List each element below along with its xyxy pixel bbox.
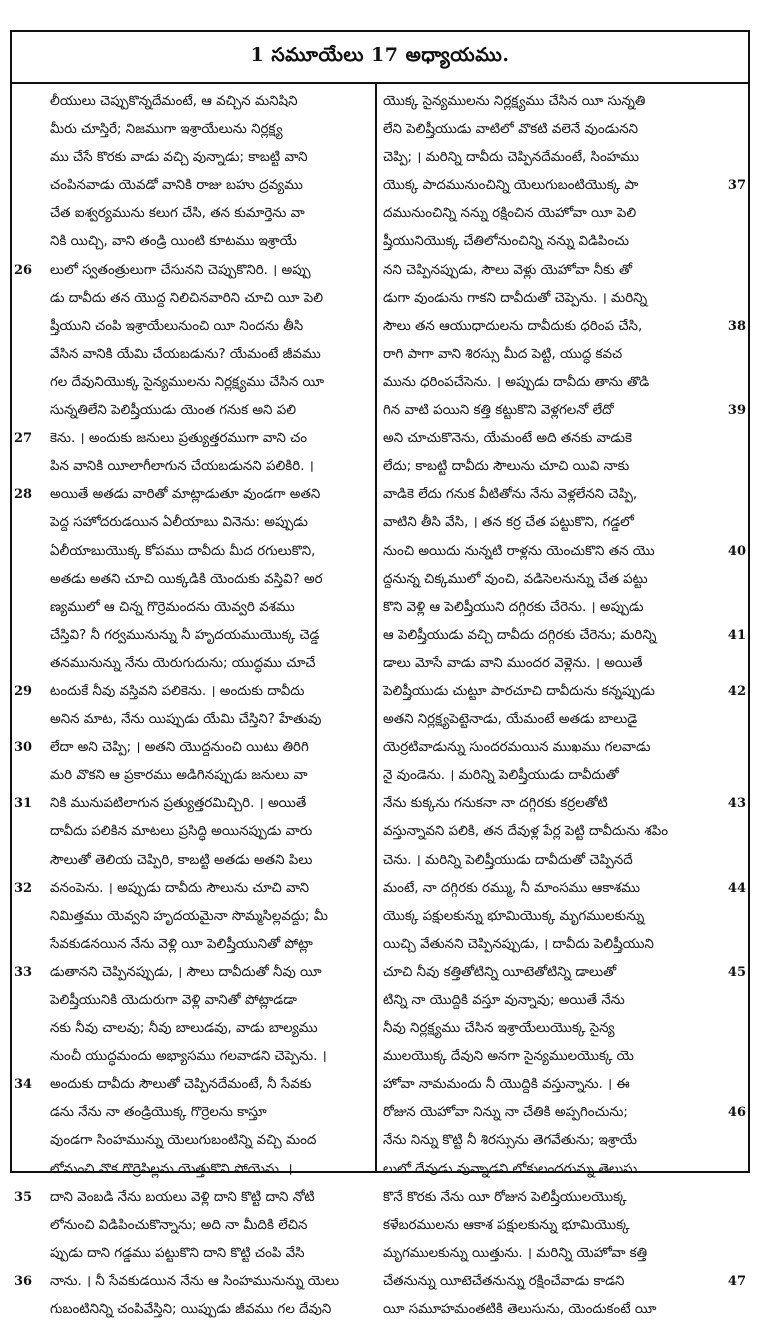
text-line xyxy=(377,453,748,481)
text-line xyxy=(12,818,375,846)
text-line xyxy=(12,1099,375,1127)
line-text: వాటిని తీసి వేసి, । తన కర్ర చేత పట్టుకొని, గడ్డలో xyxy=(383,515,634,531)
text-columns xyxy=(12,84,748,1318)
text-line xyxy=(12,116,375,144)
line-text: మంటే, నా దగ్గిరకు రమ్ము, నీ మాంసము ఆకాశము xyxy=(383,880,641,896)
line-text: అనిన మాట, నేను యిప్పుడు యేమి చేస్తిని? హేతువు xyxy=(50,712,322,728)
line-text: పెద్ద సహోదరుడయిన ఏలీయాబు వినెను: అప్పుడు xyxy=(50,515,308,531)
line-text: ఆ పెలిష్తీయుడు వచ్చి దావీదు దగ్గిరకు చేరెను; మరిన్ని xyxy=(383,627,657,643)
line-text: కళేబరములను ఆకాశ పక్షులకున్ను భూమియొక్క xyxy=(383,1217,630,1233)
page-title: 1 సమూయేలు 17 అధ్యాయము. xyxy=(250,43,510,66)
line-text: లేదా అని చెప్పి; । అతని యొద్దనుంచి యిటు తిరిగి xyxy=(50,740,309,756)
line-text: టిన్ని నా యొద్దికి వస్తూ వున్నావు; అయితే నేను xyxy=(383,993,625,1008)
verse-number: 26 xyxy=(14,262,33,278)
line-text: యొక్క పాదమునుంచిన్ని యెలుగుబంటియొక్క పా xyxy=(383,178,639,194)
text-line xyxy=(12,481,375,509)
line-text: అందుకు దావీదు సౌలుతో చెప్పినదేమంటే, నీ సేవకు xyxy=(50,1077,312,1093)
line-text: వాడికె లేదు గనుక వీటితోను నేను వెళ్లలేనని చెప్పి, xyxy=(383,487,638,503)
verse-number: 33 xyxy=(14,964,33,980)
text-line xyxy=(12,734,375,762)
text-line xyxy=(12,1268,375,1296)
text-line xyxy=(377,200,748,228)
text-line xyxy=(377,594,748,622)
text-line xyxy=(377,762,748,790)
line-text: లులో దేవుడు వున్నాడని లోకులందరున్ను తెలుసు xyxy=(383,1161,638,1177)
text-line xyxy=(377,425,748,453)
text-line xyxy=(12,285,375,313)
line-text: నికి మునుపటిలాగున ప్రత్యుత్తరమిచ్చిరి. । అయితే xyxy=(50,796,307,812)
text-line xyxy=(377,88,748,116)
text-line xyxy=(12,257,375,285)
line-text: డను నేను నా తండ్రియొక్క గొర్రెలను కాస్తూ xyxy=(50,1105,267,1121)
line-text: గుబంటినిన్ని చంపివేస్తిని; యిప్పుడు జీవము గల దేవుని xyxy=(50,1302,332,1318)
line-text: కొనే కొరకు నేను యీ రోజున పెలిష్తీయులయొక్క xyxy=(383,1189,627,1205)
text-line xyxy=(377,285,748,313)
text-line xyxy=(377,987,748,1015)
text-line xyxy=(12,762,375,790)
verse-number: 43 xyxy=(727,796,746,812)
line-text: చంపినవాడు యెవడో వానికి రాజు బహు ద్రవ్యము xyxy=(50,178,303,194)
line-text: చేత ఐశ్వర్యమును కలుగ చేసి, తన కుమార్తెను వా xyxy=(50,206,305,222)
text-line xyxy=(377,341,748,369)
text-line xyxy=(12,1043,375,1071)
line-text: సున్నతిలేని పెలిష్తీయుడు యెంత గనుక అని పలి xyxy=(50,403,297,419)
text-line xyxy=(377,257,748,285)
text-line xyxy=(377,1184,748,1212)
text-line xyxy=(377,509,748,537)
line-text: మరి వొకని ఆ ప్రకారము అడిగినప్పుడు జనులు వా xyxy=(50,768,308,784)
line-text: నుంచీ యుద్ధమందు అభ్యాసము గలవాడని చెప్పెను. । xyxy=(50,1049,327,1065)
text-line xyxy=(12,538,375,566)
line-text: నిమిత్తము యెవ్వని హృదయమైనా సొమ్మసిల్లవద్దు; మీ xyxy=(50,908,328,924)
line-text: పెలిష్తీయునికి యెదురుగా వెళ్లి వానితో పోట్లాడడా xyxy=(50,993,297,1008)
text-line xyxy=(377,1240,748,1268)
line-text: పెలిష్తీయుడు చుట్టూ పారచూచి దావీదును కన్నప్పుడు xyxy=(383,683,655,699)
text-line xyxy=(12,1156,375,1184)
text-line xyxy=(377,622,748,650)
line-text: దాని వెంబడి నేను బయలు వెళ్లి దాని కొట్టి దాని నోటి xyxy=(50,1189,315,1205)
page-frame xyxy=(10,30,750,1318)
line-text: నని చెప్పినప్పుడు, సౌలు వెళ్లు యెహోవా నీకు తో xyxy=(383,262,633,278)
verse-number: 37 xyxy=(727,178,746,194)
line-text: నేను కుక్కను గనుకనా నా దగ్గిరకు కర్రలతోటి xyxy=(383,796,608,812)
line-text: వస్తున్నావని పలికి, తన దేవుళ్ల పేర్ల పెట్టి దావీదును శపిం xyxy=(383,824,669,840)
line-text: మీరు చూస్తిరే; నిజముగా ఇశ్రాయేలును నిర్లక్ష్య xyxy=(50,122,283,138)
verse-number: 32 xyxy=(14,880,33,896)
text-line xyxy=(377,1268,748,1296)
right-column xyxy=(377,84,748,1318)
text-line xyxy=(377,1156,748,1184)
text-line xyxy=(377,116,748,144)
line-text: ద్దనున్న చిక్కములో వుంచి, వడిసెలనున్ను చేత పట్టు xyxy=(383,571,648,587)
line-text: వుండగా సింహమున్ను యెలుగుబంటిన్ని వచ్చి మంద xyxy=(50,1133,317,1149)
line-text: నాను. । నీ సేవకుడయిన నేను ఆ సింహమునున్ను యెలు xyxy=(50,1273,340,1289)
text-line xyxy=(377,1099,748,1127)
left-column xyxy=(12,84,377,1318)
text-line xyxy=(12,88,375,116)
text-line xyxy=(377,538,748,566)
line-text: చూచి నీవు కత్తితోటిన్ని యీటెతోటిన్ని డాలుతో xyxy=(383,964,617,980)
text-line xyxy=(377,144,748,172)
line-text: రోజున యెహోవా నిన్ను నా చేతికి అప్పగించును; xyxy=(383,1105,628,1121)
verse-number: 40 xyxy=(727,543,746,559)
line-text: యిచ్చి వేతునని చెప్పినప్పుడు, । దావీదు పెలిష్తీయుని xyxy=(383,936,654,952)
line-text: లేని పెలిష్తీయుడు వాటిలో వొకటి వలెనే వుండునని xyxy=(383,122,639,138)
line-text: ము చేసే కొరకు వాడు వచ్చి వున్నాడు; కాబట్టి వాని xyxy=(50,150,308,166)
text-line xyxy=(12,706,375,734)
text-line xyxy=(377,931,748,959)
line-text: సేవకుడనయిన నేను వెళ్లి యీ పెలిష్తీయునితో పోట్లా xyxy=(50,936,313,952)
text-line xyxy=(12,172,375,200)
line-text: వేసిన వానికి యేమి చేయబడును? యేమంటే జీవము xyxy=(50,346,321,362)
text-line xyxy=(12,1184,375,1212)
text-line xyxy=(377,818,748,846)
verse-number: 27 xyxy=(14,431,33,447)
line-text: ప్పుడు దాని గడ్డము పట్టుకొని దాని కొట్టి చంపి వేసి xyxy=(50,1245,305,1261)
line-text: ణ్యములో ఆ చిన్న గొర్రెమందను యెవ్వరి వశము xyxy=(50,599,295,615)
line-text: సౌలుతో తెలియ చెప్పిరి, కాబట్టి అతడు అతని పిలు xyxy=(50,852,313,868)
line-text: నికి యిచ్చి, వాని తండ్రి యింటి కూటము ఇశ్రాయే xyxy=(50,234,297,250)
text-line xyxy=(377,903,748,931)
line-text: చెను. । మరిన్ని పెలిష్తీయుడు దావీదుతో చెప్పినదే xyxy=(383,852,633,868)
text-line xyxy=(12,397,375,425)
line-text: ష్తీయుని చంపి ఇశ్రాయేలునుంచి యీ నిందను తీసి xyxy=(50,318,304,334)
line-text: ఏలీయాబుయొక్క కోపము దావీదు మీద రగులుకొని, xyxy=(50,543,316,559)
text-line xyxy=(377,790,748,818)
text-line xyxy=(377,1015,748,1043)
line-text: నుంచి అయిదు నున్నటి రాళ్లను యెంచుకొని తన యొ xyxy=(383,543,655,559)
line-text: వనంపెను. । అప్పుడు దావీదు సౌలును చూచి వాని xyxy=(50,880,310,896)
line-text: నీవు నిర్లక్ష్యము చేసిన ఇశ్రాయేలుయొక్క సైన్య xyxy=(383,1021,615,1037)
line-text: నకు నీవు చాలవు; నీవు బాలుడవు, వాడు బాల్యము xyxy=(50,1021,318,1037)
verse-number: 35 xyxy=(14,1189,33,1205)
line-text: డాలు మోసే వాడు వాని ముందర వెళ్లెను. । అయితే xyxy=(383,655,643,671)
text-line xyxy=(12,959,375,987)
text-line xyxy=(377,172,748,200)
verse-number: 29 xyxy=(14,683,33,699)
verse-number: 38 xyxy=(727,318,746,334)
text-line xyxy=(12,1015,375,1043)
line-text: అతడు అతని చూచి యిక్కడికి యెందుకు వస్తివి? అర xyxy=(50,571,323,587)
text-line xyxy=(12,1240,375,1268)
verse-number: 39 xyxy=(727,403,746,419)
text-line xyxy=(377,959,748,987)
line-text: లీయులు చెప్పుకొన్నదేమంటే, ఆ వచ్చిన మనిషిని xyxy=(50,94,298,109)
verse-number: 30 xyxy=(14,740,33,756)
line-text: లోనుంచి విడిపించుకొన్నాను; అది నా మీదికి లేచిన xyxy=(50,1217,308,1233)
text-line xyxy=(12,425,375,453)
text-line xyxy=(12,875,375,903)
text-line xyxy=(377,228,748,256)
line-text: డుగా వుండును గాకని దావీదుతో చెప్పెను. । మరిన్ని xyxy=(383,290,648,306)
verse-number: 46 xyxy=(727,1105,746,1121)
text-line xyxy=(12,622,375,650)
text-line xyxy=(12,594,375,622)
text-line xyxy=(377,1043,748,1071)
line-text: చెప్పి; । మరిన్ని దావీదు చెప్పినదేమంటే, సింహము xyxy=(383,150,639,166)
line-text: యెర్రటివాడున్ను సుందరమయిన ముఖము గలవాడు xyxy=(383,740,651,756)
verse-number: 31 xyxy=(14,796,33,812)
line-text: లేదు; కాబట్టి దావీదు సౌలును చూచి యివి నాకు xyxy=(383,459,630,475)
line-text: గల దేవునియొక్క సైన్యములను నిర్లక్ష్యము చేసిన యీ xyxy=(50,374,325,390)
line-text: హోవా నామమందు నీ యొద్దికి వస్తున్నాను. । ఈ xyxy=(383,1077,630,1093)
text-line xyxy=(12,650,375,678)
text-line xyxy=(12,200,375,228)
line-text: యొక్క పక్షులకున్ను భూమియొక్క మృగములకున్ను xyxy=(383,908,645,924)
text-line xyxy=(12,987,375,1015)
line-text: యీ సమూహమంతటికి తెలుసును, యెందుకంటే యీ xyxy=(383,1302,657,1318)
line-text: తనమునున్ను నేను యెరుగుదును; యుద్ధము చూచే xyxy=(50,655,316,671)
page-header xyxy=(12,32,748,84)
text-line xyxy=(377,397,748,425)
text-line xyxy=(12,144,375,172)
text-line xyxy=(377,650,748,678)
text-line xyxy=(377,1071,748,1099)
text-line xyxy=(377,369,748,397)
text-line xyxy=(12,369,375,397)
text-line xyxy=(12,313,375,341)
verse-number: 34 xyxy=(14,1077,33,1093)
line-text: లులో స్వతంత్రులుగా చేసునని చెప్పుకొనిరి. । అప్పు xyxy=(50,262,311,278)
line-text: ములయొక్క దేవుని అనగా సైన్యములయొక్క యె xyxy=(383,1049,634,1065)
verse-number: 44 xyxy=(727,880,746,896)
line-text: దావీదు పలికిన మాటలు ప్రసిద్ధి అయినప్పుడు వారు xyxy=(50,824,313,840)
line-text: ష్తీయునియొక్క చేతిలోనుంచిన్ని నన్ను విడిపించు xyxy=(383,234,630,250)
line-text: రాగి పాగా వాని శిరస్సు మీద పెట్టి, యుద్ధ కవచ xyxy=(383,346,623,362)
line-text: సౌలు తన ఆయుధాదులను దావీదుకు ధరింప చేసి, xyxy=(383,318,643,334)
text-line xyxy=(12,341,375,369)
verse-number: 42 xyxy=(727,683,746,699)
text-line xyxy=(12,1071,375,1099)
line-text: లోనుంచి వొక గొర్రెపిల్లను యెత్తుకొని పోయెను. । xyxy=(50,1161,293,1177)
text-line xyxy=(12,1212,375,1240)
line-text: కెను. । అందుకు జనులు ప్రత్యుత్తరముగా వాని చం xyxy=(50,431,308,447)
text-line xyxy=(12,566,375,594)
text-line xyxy=(12,678,375,706)
text-line xyxy=(377,566,748,594)
line-text: యొక్క సైన్యములను నిర్లక్ష్యము చేసిన యీ సున్నతి xyxy=(383,94,646,109)
verse-number: 47 xyxy=(727,1273,746,1289)
text-line xyxy=(377,734,748,762)
line-text: పిన వానికి యీలాగీలాగున చేయబడునని పలికిరి. । xyxy=(50,459,314,475)
line-text: అతని నిర్లక్ష్యపెట్టెనాడు, యేమంటే అతడు బాలుడై xyxy=(383,712,638,728)
text-line xyxy=(377,678,748,706)
line-text: గిన వాటి పయిని కత్తి కట్టుకొని వెళ్లగలనో లేదో xyxy=(383,403,614,419)
line-text: మును ధరింపచేసెను. । అప్పుడు దావీదు తాను తొడి xyxy=(383,374,650,390)
text-line xyxy=(12,228,375,256)
line-text: అయితే అతడు వారితో మాట్లాడుతూ వుండగా అతని xyxy=(50,487,321,503)
line-text: అని చూచుకొనెను, యేమంటే అది తనకు వాడుకె xyxy=(383,431,633,447)
text-line xyxy=(377,1296,748,1324)
line-text: నై వుండెను. । మరిన్ని పెలిష్తీయుడు దావీదుతో xyxy=(383,768,619,784)
verse-number: 41 xyxy=(727,627,746,643)
text-line xyxy=(377,875,748,903)
line-text: నేను నిన్ను కొట్టి నీ శిరస్సును తెగవేతును; ఇశ్రాయే xyxy=(383,1133,637,1149)
line-text: డుతానని చెప్పినప్పుడు, । సౌలు దావీదుతో నీవు యీ xyxy=(50,964,322,980)
line-text: కొని వెళ్లి ఆ పెలిష్తీయుని దగ్గిరకు చేరెను. । అప్పుడు xyxy=(383,599,644,615)
text-line xyxy=(12,1296,375,1324)
text-line xyxy=(377,706,748,734)
text-line xyxy=(377,1127,748,1155)
text-line xyxy=(377,481,748,509)
line-text: మృగములకున్ను యిత్తును. । మరిన్ని యెహోవా కత్తి xyxy=(383,1245,648,1261)
text-line xyxy=(377,313,748,341)
verse-number: 45 xyxy=(727,964,746,980)
text-line xyxy=(377,1212,748,1240)
text-line xyxy=(12,1127,375,1155)
line-text: టందుకే నీవు వస్తివని పలికెను. । అందుకు దావీదు xyxy=(50,683,305,699)
text-line xyxy=(12,509,375,537)
text-line xyxy=(12,453,375,481)
text-line xyxy=(12,931,375,959)
line-text: చేతనున్ను యీటెచేతనున్ను రక్షించేవాడు కాడని xyxy=(383,1273,625,1289)
text-line xyxy=(12,847,375,875)
text-line xyxy=(12,790,375,818)
line-text: చేస్తివి? నీ గర్వమునున్ను నీ హృదయముయొక్క చెడ్డ xyxy=(50,627,320,643)
text-line xyxy=(377,847,748,875)
verse-number: 36 xyxy=(14,1273,33,1289)
line-text: దమునుంచిన్ని నన్ను రక్షించిన యెహోవా యీ పెలి xyxy=(383,206,637,222)
line-text: డు దావీదు తన యొద్ద నిలిచినవారిని చూచి యీ పెలి xyxy=(50,290,324,306)
text-line xyxy=(12,903,375,931)
verse-number: 28 xyxy=(14,487,33,503)
